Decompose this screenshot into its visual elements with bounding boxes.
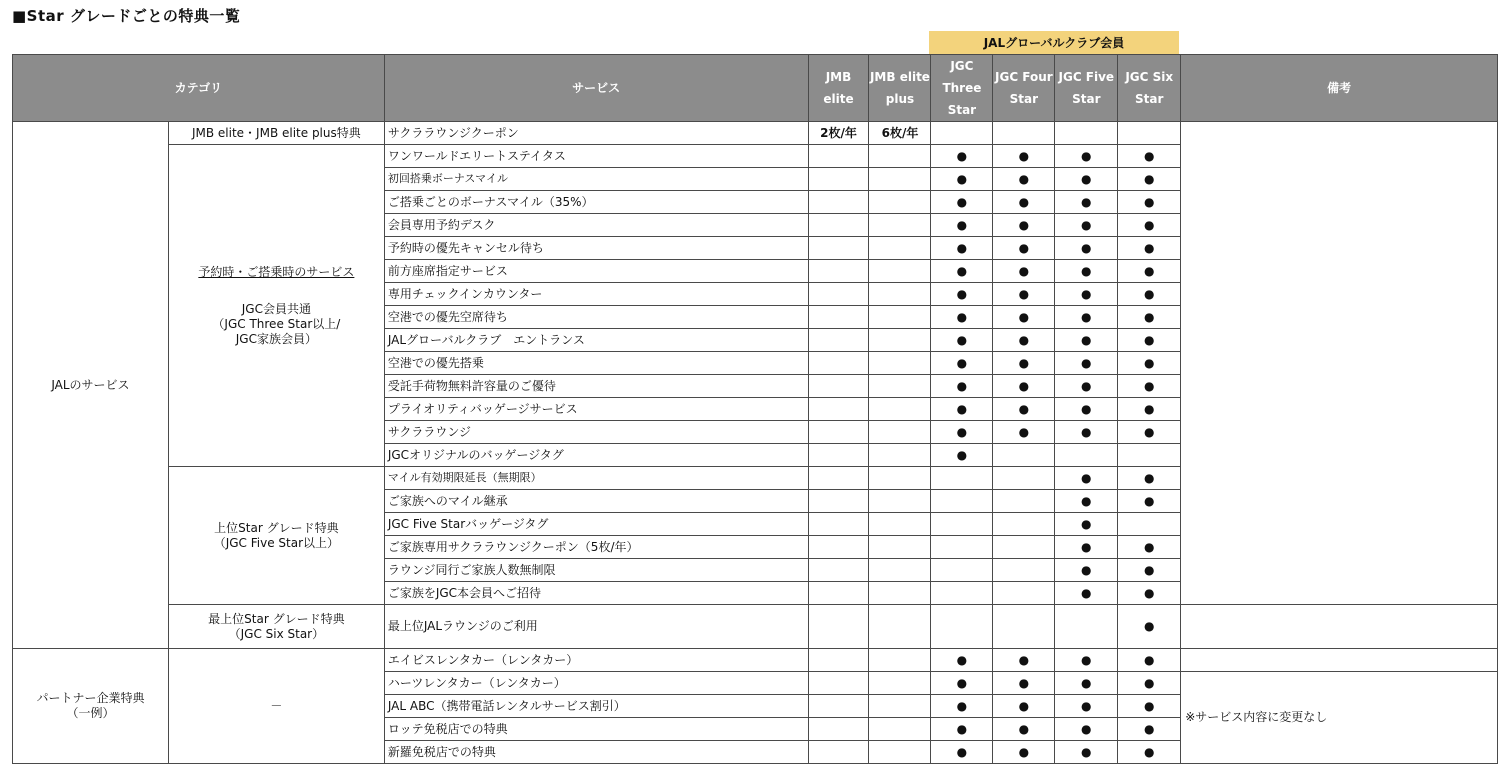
category-upper-2: （JGC Five Star以上） [213, 535, 340, 550]
table-row [13, 605, 1498, 649]
available-mark: ● [993, 649, 1055, 672]
available-mark: ● [931, 718, 993, 741]
available-mark: ● [1055, 649, 1118, 672]
service-name: サクララウンジ [384, 421, 808, 444]
available-mark: ● [1055, 513, 1118, 536]
header-jgc-five-star: JGC Five Star [1055, 55, 1118, 122]
category-partner-1: パートナー企業特典 [36, 691, 145, 705]
available-mark: ● [1055, 421, 1118, 444]
available-mark: ● [1118, 536, 1181, 559]
available-mark: ● [1118, 214, 1181, 237]
available-mark: ● [1055, 741, 1118, 764]
available-mark: ● [993, 329, 1055, 352]
service-name: ワンワールドエリートステイタス [384, 145, 808, 168]
service-name: 前方座席指定サービス [384, 260, 808, 283]
available-mark: ● [1118, 582, 1181, 605]
service-name: JGC Five Starバッゲージタグ [384, 513, 808, 536]
available-mark: ● [993, 421, 1055, 444]
jgc-member-header-band: JALグローバルクラブ会員 [929, 31, 1179, 54]
category-common-heading: 予約時・ご搭乗時のサービス [198, 264, 355, 279]
available-mark: ● [1118, 306, 1181, 329]
available-mark: ● [1055, 672, 1118, 695]
available-mark: ● [931, 283, 993, 306]
header-jmb-elite: JMB elite [808, 55, 869, 122]
available-mark: ● [1055, 559, 1118, 582]
header-jgc-six-star: JGC Six Star [1118, 55, 1181, 122]
available-mark: ● [1118, 398, 1181, 421]
category-jal-services: JALのサービス [13, 122, 169, 649]
available-mark: ● [993, 398, 1055, 421]
available-mark: ● [1055, 467, 1118, 490]
available-mark: ● [931, 375, 993, 398]
available-mark: ● [1118, 718, 1181, 741]
category-top-2: （JGC Six Star） [228, 626, 325, 641]
page-title: ■Star グレードごとの特典一覧 [12, 7, 241, 25]
service-name: 空港での優先搭乗 [384, 352, 808, 375]
available-mark: ● [1055, 283, 1118, 306]
remarks-cell [1181, 649, 1498, 672]
category-jmb-benefit: JMB elite・JMB elite plus特典 [168, 122, 384, 145]
available-mark: ● [931, 145, 993, 168]
service-name: 空港での優先空席待ち [384, 306, 808, 329]
available-mark: ● [1055, 695, 1118, 718]
available-mark: ● [1055, 352, 1118, 375]
available-mark: ● [1118, 237, 1181, 260]
service-name: 会員専用予約デスク [384, 214, 808, 237]
available-mark: ● [993, 695, 1055, 718]
available-mark: ● [993, 168, 1055, 191]
available-mark: ● [1055, 718, 1118, 741]
header-category: カテゴリ [13, 55, 385, 122]
service-name: マイル有効期限延長（無期限） [384, 467, 808, 490]
partner-note: ※サービス内容に変更なし [1181, 672, 1498, 764]
service-name: ご家族へのマイル継承 [384, 490, 808, 513]
available-mark: ● [931, 695, 993, 718]
available-mark: ● [931, 260, 993, 283]
available-mark: ● [1055, 214, 1118, 237]
available-mark: ● [1055, 260, 1118, 283]
available-mark: ● [1118, 559, 1181, 582]
available-mark: ● [1055, 582, 1118, 605]
category-common-sub3: JGC家族会員） [235, 331, 317, 346]
service-name: JAL ABC（携帯電話レンタルサービス割引） [384, 695, 808, 718]
available-mark: ● [931, 237, 993, 260]
cell-jgc-six [1118, 122, 1181, 145]
remarks-cell [1181, 122, 1498, 605]
available-mark: ● [931, 352, 993, 375]
available-mark: ● [1055, 191, 1118, 214]
available-mark: ● [1055, 375, 1118, 398]
category-upper-star [168, 467, 384, 605]
header-service: サービス [384, 55, 808, 122]
available-mark: ● [1118, 352, 1181, 375]
service-name: ロッテ免税店での特典 [384, 718, 808, 741]
category-common-services [168, 145, 384, 467]
header-jmb-elite-plus: JMB elite plus [869, 55, 931, 122]
service-name: 最上位JALラウンジのご利用 [384, 605, 808, 649]
service-name: JGCオリジナルのバッゲージタグ [384, 444, 808, 467]
available-mark: ● [993, 191, 1055, 214]
available-mark: ● [1055, 237, 1118, 260]
available-mark: ● [931, 444, 993, 467]
service-name: エイビスレンタカー（レンタカー） [384, 649, 808, 672]
category-common-sub2: （JGC Three Star以上/ [212, 316, 341, 331]
table-row [13, 122, 1498, 145]
available-mark: ● [1055, 145, 1118, 168]
category-partner-2: （一例） [66, 706, 115, 720]
available-mark: ● [1118, 168, 1181, 191]
cell-jmb-elite-plus: 6枚/年 [869, 122, 931, 145]
available-mark: ● [931, 168, 993, 191]
remarks-cell [1181, 605, 1498, 649]
category-upper-1: 上位Star グレード特典 [214, 520, 339, 535]
available-mark: ● [1118, 375, 1181, 398]
service-name: 専用チェックインカウンター [384, 283, 808, 306]
available-mark: ● [1055, 536, 1118, 559]
service-name: ラウンジ同行ご家族人数無制限 [384, 559, 808, 582]
available-mark: ● [1055, 306, 1118, 329]
available-mark: ● [931, 741, 993, 764]
available-mark: ● [1118, 695, 1181, 718]
table-row [13, 649, 1498, 672]
available-mark: ● [1118, 605, 1181, 649]
available-mark: ● [1118, 329, 1181, 352]
available-mark: ● [1055, 168, 1118, 191]
available-mark: ● [931, 672, 993, 695]
service-name: 初回搭乗ボーナスマイル [384, 168, 808, 191]
available-mark: ● [931, 191, 993, 214]
header-jgc-four-star: JGC Four Star [993, 55, 1055, 122]
available-mark: ● [931, 649, 993, 672]
category-partner [13, 649, 169, 764]
available-mark: ● [1055, 398, 1118, 421]
available-mark: ● [1118, 191, 1181, 214]
cell-jgc-five [1055, 122, 1118, 145]
available-mark: ● [993, 214, 1055, 237]
cell-jgc-four [993, 122, 1055, 145]
available-mark: ● [1118, 145, 1181, 168]
available-mark: ● [1118, 672, 1181, 695]
service-name: JALグローバルクラブ エントランス [384, 329, 808, 352]
available-mark: ● [993, 145, 1055, 168]
available-mark: ● [931, 306, 993, 329]
available-mark: ● [1118, 421, 1181, 444]
service-name: プライオリティバッゲージサービス [384, 398, 808, 421]
service-name: ご搭乗ごとのボーナスマイル（35%） [384, 191, 808, 214]
available-mark: ● [993, 306, 1055, 329]
available-mark: ● [931, 421, 993, 444]
available-mark: ● [1118, 649, 1181, 672]
available-mark: ● [993, 237, 1055, 260]
category-partner-dash: － [168, 649, 384, 764]
available-mark: ● [1118, 467, 1181, 490]
header-remarks: 備考 [1181, 55, 1498, 122]
header-jgc-three-star: JGC Three Star [931, 55, 993, 122]
available-mark: ● [993, 352, 1055, 375]
service-name: ご家族をJGC本会員へご招待 [384, 582, 808, 605]
cell-jgc-three [931, 122, 993, 145]
service-name: ハーツレンタカー（レンタカー） [384, 672, 808, 695]
service-name: 予約時の優先キャンセル待ち [384, 237, 808, 260]
available-mark: ● [1118, 741, 1181, 764]
service-name: 新羅免税店での特典 [384, 741, 808, 764]
available-mark: ● [1055, 329, 1118, 352]
available-mark: ● [931, 329, 993, 352]
available-mark: ● [931, 398, 993, 421]
benefits-table [12, 54, 1498, 764]
available-mark: ● [931, 214, 993, 237]
available-mark: ● [993, 283, 1055, 306]
table-header-row [13, 55, 1498, 122]
available-mark: ● [993, 672, 1055, 695]
category-top-star [168, 605, 384, 649]
category-top-1: 最上位Star グレード特典 [208, 611, 345, 626]
available-mark: ● [1118, 490, 1181, 513]
available-mark: ● [1055, 490, 1118, 513]
available-mark: ● [1118, 283, 1181, 306]
available-mark: ● [993, 718, 1055, 741]
service-name: サクララウンジクーポン [384, 122, 808, 145]
available-mark: ● [993, 741, 1055, 764]
available-mark: ● [993, 375, 1055, 398]
available-mark: ● [1118, 260, 1181, 283]
cell-jmb-elite: 2枚/年 [808, 122, 869, 145]
service-name: 受託手荷物無料許容量のご優待 [384, 375, 808, 398]
category-common-sub1: JGC会員共通 [241, 301, 311, 316]
available-mark: ● [993, 260, 1055, 283]
service-name: ご家族専用サクララウンジクーポン（5枚/年） [384, 536, 808, 559]
